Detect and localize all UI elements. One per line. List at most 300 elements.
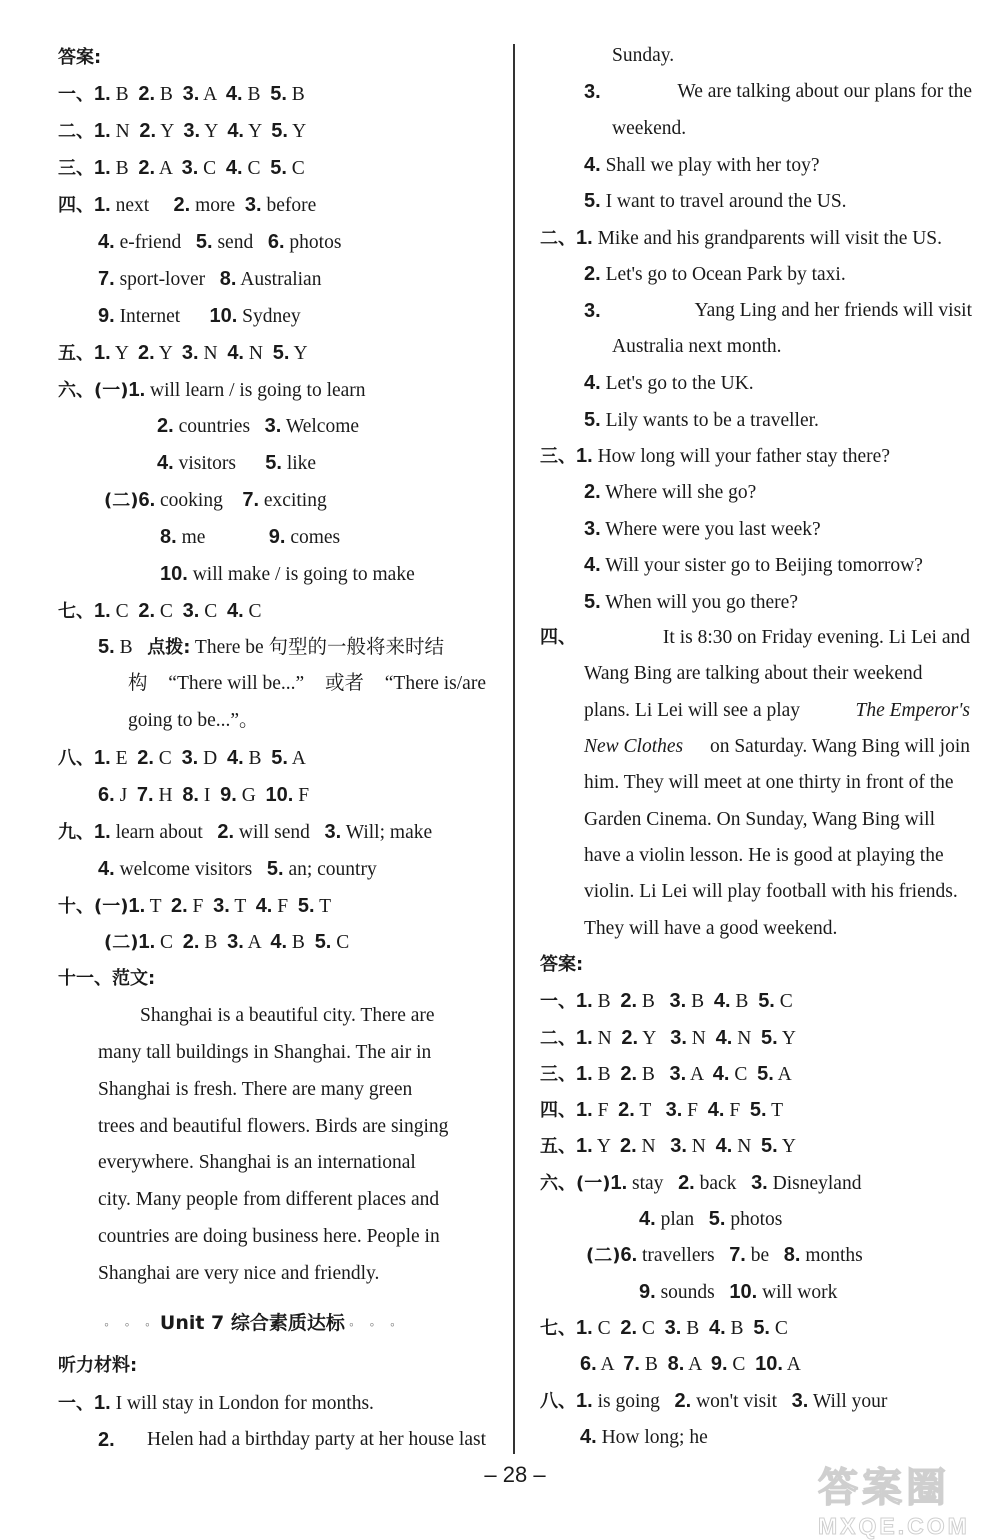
item-number: 5. [270,157,287,179]
answer-text: C [155,601,183,622]
section-label: 一、 [58,84,94,105]
column-divider [513,44,515,1454]
item-number: 2. [138,83,156,105]
answer-line [639,1280,837,1305]
item-number: 1. [94,157,111,179]
answer-text: Yang Ling and her friends will visit [690,300,972,321]
answer-text: will learn / is going to learn [145,380,366,401]
section-label: 答案: [540,954,584,975]
answer-text: How long will your father stay there? [592,446,890,467]
answer-text: Y [156,121,184,142]
answer-text: I will stay in London for months. [110,1393,374,1414]
answer-line [98,1041,486,1065]
item-number: 3. [181,747,199,769]
answer-text: going to be...”。 [128,710,259,731]
answer-text: B [730,991,759,1012]
answer-text: C [637,1318,665,1339]
answer-line [58,820,432,845]
item-number: 2. [620,1063,638,1085]
answer-line [98,1151,486,1175]
answer-text: B [639,1354,668,1375]
section-label: 八、 [58,748,94,769]
answer-text: Let's go to the UK. [600,373,754,394]
answer-text: C [331,932,350,953]
item-number: 2. [584,481,601,503]
item-number: 1. [94,747,111,769]
item-number: 3. [244,194,262,216]
answer-line [98,1188,486,1212]
answer-line [128,709,259,733]
unit-heading [104,1308,401,1335]
answer-line [540,1389,887,1414]
item-number: 6. [98,784,115,806]
answer-line [584,735,970,759]
answer-text: travellers [637,1245,730,1266]
item-number: 5. [584,591,601,613]
answer-text: B [637,991,670,1012]
answer-text: Y [110,343,138,364]
item-number: 6. [580,1353,597,1375]
section-label: 四、 [540,627,576,648]
answer-line [584,299,972,323]
answer-text: C [198,158,226,179]
answer-text: F [682,1100,708,1121]
item-number: 9. [98,305,115,327]
item-number: 1. [94,821,111,843]
answer-line [584,189,847,214]
item-number: 8. [219,268,237,290]
answer-text: A [243,932,271,953]
answer-text: Garden Cinema. On Sunday, Wang Bing will [584,809,936,830]
answer-line [58,46,101,70]
item-number: 5. [270,83,287,105]
answer-line [128,672,486,696]
watermark-logo [818,1456,986,1539]
answer-line [104,930,349,955]
answer-text: B [592,1064,621,1085]
item-number: 9. [710,1353,728,1375]
item-number: 5. [271,120,288,142]
item-number: 4. [584,554,601,576]
answer-text: A [199,84,226,105]
answer-line [58,746,306,771]
item-number: 4. [226,600,244,622]
item-number: 2. [138,600,156,622]
item-number: 4. [708,1317,726,1339]
answer-text: won't visit [691,1391,792,1412]
answer-line [584,408,819,433]
answer-line [98,267,321,292]
item-number: 3. [584,300,601,322]
item-number: 5. [753,1317,770,1339]
answer-text: Where will she go? [600,482,757,503]
answer-text: everywhere. Shanghai is an international [98,1152,416,1173]
answer-text: Will your [808,1391,888,1412]
answer-text: C [770,1318,788,1339]
answer-text: learn about [110,822,218,843]
section-label: 九、 [58,822,94,843]
answer-line [584,844,970,868]
answer-text: Shanghai is a beautiful city. There are [140,1005,435,1026]
answer-text: C [242,158,271,179]
answer-text: A [773,1064,792,1085]
answer-line [98,1428,486,1452]
answer-text: A [596,1354,624,1375]
answer-text: cooking [155,490,243,511]
answer-text: photos [284,232,342,253]
item-number: 2. [98,1429,115,1451]
answer-text: A [686,1064,713,1085]
item-number: 5. [297,895,315,917]
item-number: 7. [729,1244,746,1266]
item-number: 5. [265,452,282,474]
answer-text: The Emperor's [855,700,970,721]
answer-text: me [176,527,269,548]
item-number: 8. [667,1353,685,1375]
answer-line [140,1004,486,1028]
answer-text: N [732,1136,762,1157]
section-label: 五、 [540,1136,576,1157]
item-number: 1. [94,600,111,622]
answer-line [540,1134,796,1159]
answer-line [58,599,262,624]
answer-text: B [110,84,139,105]
item-number: 3. [183,120,201,142]
item-number: 3. [181,157,199,179]
answer-text: plan [655,1209,709,1230]
answer-text: city. Many people from different places and [98,1189,440,1210]
answer-line [540,444,890,469]
answer-line [98,230,341,255]
section-label: 六、 [58,380,94,401]
answer-text: C [243,601,262,622]
item-number: 1. [610,1172,628,1194]
item-number: 4. [225,157,243,179]
item-number: 2. [170,895,188,917]
answer-line [584,262,846,287]
item-number: 10. [209,305,238,327]
item-number: 2. [584,263,601,285]
answer-line [98,783,309,808]
answer-line [58,156,305,181]
answer-text: New Clothes [584,736,684,757]
item-number: 2. [620,990,638,1012]
answer-text: T [634,1100,666,1121]
answer-text: 构 [128,673,148,694]
answer-text: Shanghai is fresh. There are many green [98,1079,413,1100]
item-number: 1. [576,445,593,467]
answer-line [584,517,821,542]
answer-text: like [281,453,317,474]
item-number: 1. [576,1027,593,1049]
answer-line [160,562,415,587]
answer-text: Where were you last week? [600,519,821,540]
answer-line [540,989,793,1014]
answer-text: J [114,785,137,806]
item-number: 2. [137,747,154,769]
item-number: 1. [128,895,146,917]
item-number: 5. [761,1135,778,1157]
answer-line [584,371,754,396]
answer-line [58,341,308,366]
answer-text: C [286,158,305,179]
item-number: 2. [182,931,200,953]
answer-text: C [727,1354,756,1375]
item-number: 4. [707,1099,725,1121]
answer-text: B [155,84,183,105]
item-number: 5. [584,409,601,431]
answer-text: B [114,637,148,658]
answer-line [584,480,756,505]
item-number: 4. [227,120,244,142]
answer-text: weekend. [612,118,687,139]
item-number: 2. [137,342,155,364]
item-number: 1. [576,1099,593,1121]
item-number: 3. [665,1099,683,1121]
item-number: 10. [755,1353,783,1375]
item-number: 3. [584,81,601,103]
item-number: 4. [715,1027,733,1049]
section-label: 三、 [540,446,576,467]
answer-text: N [686,1136,716,1157]
watermark-url-text: MXQE.COM [818,1513,970,1539]
item-number: 3. [324,821,342,843]
answer-text: will make / is going to make [187,564,415,585]
item-number: 3. [264,415,282,437]
item-number: 2. [674,1390,692,1412]
answer-line [540,953,583,977]
answer-text: Shall we play with her toy? [600,155,820,176]
answer-line [612,117,686,141]
answer-text: T [145,896,171,917]
page-number: – 28 – [484,1462,546,1487]
answer-text: have a violin lesson. He is good at playing the [584,845,944,866]
item-number: 3. [182,83,200,105]
item-number: 5. [266,858,284,880]
section-label: (二) [104,490,139,511]
answer-text: B [686,991,714,1012]
item-number: 3. [670,1135,687,1157]
answer-line [157,451,316,476]
answer-line [98,304,301,329]
section-label: 一、 [540,991,576,1012]
answer-text: Y [289,343,308,364]
item-number: 5. [708,1208,726,1230]
answer-text: How long; he [596,1427,708,1448]
item-number: 3. [791,1390,809,1412]
answer-text: Internet [114,306,210,327]
answer-text: Y [592,1136,620,1157]
answer-text: It is 8:30 on Friday evening. Li Lei and [662,627,970,648]
item-number: 2. [157,415,174,437]
item-number: 5. [195,231,213,253]
item-number: 1. [94,1392,111,1414]
section-label: 二、 [540,228,576,249]
answer-text: countries are doing business here. People in [98,1226,440,1247]
section-label: 七、 [540,1318,576,1339]
answer-line [540,1062,792,1087]
answer-line [584,699,970,723]
item-number: 4. [584,372,601,394]
answer-text: Australian [236,269,322,290]
section-label: 四、 [58,195,94,216]
answer-text: There be 句型的一般将来时结 [190,637,445,658]
item-number: 10. [729,1281,758,1303]
answer-text: will send [234,822,325,843]
answer-text: B [199,932,228,953]
section-label: (一) [94,380,129,401]
item-number: 8. [783,1244,801,1266]
section-label: 一、 [58,1393,94,1414]
item-number: 5. [271,747,288,769]
answer-line [160,525,340,550]
answer-line [586,1243,863,1268]
answer-line [580,1352,801,1377]
answer-text: I [199,785,221,806]
answer-line [584,771,970,795]
watermark-top-text: 答案圈 [818,1465,950,1511]
answer-text: N [732,1028,762,1049]
answer-text: countries [173,416,265,437]
answer-text: Y [154,343,182,364]
item-number: 2. [620,1317,638,1339]
answer-line [540,626,970,650]
answer-line [584,662,970,686]
answer-text: trees and beautiful flowers. Birds are singing [98,1116,449,1137]
answer-text: will work [757,1282,838,1303]
answer-line [584,917,837,941]
answer-line [98,1225,486,1249]
answer-text: C [153,748,182,769]
item-number: 8. [160,526,177,548]
item-number: 3. [669,1063,687,1085]
item-number: 4. [225,83,243,105]
answer-text: N [592,1028,622,1049]
answer-text: Will your sister go to Beijing tomorrow? [600,555,923,576]
answer-line [584,553,923,578]
answer-text: B [287,932,315,953]
item-number: 3. [664,1317,682,1339]
answer-text: “There is/are [384,673,486,694]
answer-text: F [724,1100,750,1121]
item-number: 3. [751,1172,768,1194]
answer-line [584,590,798,615]
answer-text: Y [638,1028,671,1049]
section-label: (一) [576,1173,611,1194]
answer-text: T [229,896,256,917]
answer-line [104,488,327,513]
answer-line [540,1316,788,1341]
answer-text: F [272,896,298,917]
answer-text: an; country [283,859,377,880]
section-label: 范文: [112,968,156,989]
section-label: 八、 [540,1391,576,1412]
answer-text: B [110,158,139,179]
item-number: 1. [94,342,111,364]
item-number: 5. [98,636,115,658]
item-number: 1. [138,931,156,953]
section-label: 四、 [540,1100,576,1121]
item-number: 8. [182,784,199,806]
answer-text: violin. Li Lei will play football with his friends. [584,881,958,902]
item-number: 1. [576,1135,593,1157]
item-number: 5. [758,990,775,1012]
section-label: (二) [586,1245,621,1266]
answer-line [58,82,305,107]
answer-text: Will; make [341,822,433,843]
answer-text: sport-lover [114,269,220,290]
item-number: 6. [138,489,156,511]
answer-text: comes [285,527,341,548]
answer-text: next [110,195,174,216]
answer-text: N [686,1028,716,1049]
answer-text: We are talking about our plans for the [672,81,972,102]
item-number: 10. [265,784,294,806]
answer-line [584,880,970,904]
item-number: 3. [669,990,687,1012]
answer-text: B [637,1064,670,1085]
item-number: 3. [181,342,199,364]
answer-text: Lily wants to be a traveller. [600,410,819,431]
answer-text: I want to travel around the US. [600,191,847,212]
item-number: 4. [227,342,244,364]
item-number: 1. [576,1063,593,1085]
answer-text: stay [627,1173,679,1194]
answer-line [58,193,316,218]
answer-text: him. They will meet at one thirty in front of the [584,772,954,793]
answer-text: photos [725,1209,783,1230]
answer-text: D [198,748,227,769]
answer-text: F [293,785,310,806]
item-number: 6. [267,231,285,253]
section-label: 五、 [58,343,94,364]
answer-text: Y [777,1136,796,1157]
item-number: 2. [618,1099,635,1121]
answer-text: N [198,343,228,364]
answer-text: e-friend [114,232,196,253]
answer-text: welcome visitors [114,859,267,880]
answer-text: C [592,1318,621,1339]
answer-line [580,1425,708,1450]
answer-text: C [729,1064,758,1085]
item-number: 7. [623,1353,640,1375]
item-number: 9. [639,1281,656,1303]
section-label: (一) [94,896,129,917]
item-number: 4. [715,1135,733,1157]
answer-text: back [694,1173,752,1194]
item-number: 1. [576,1317,593,1339]
item-number: 4. [584,154,601,176]
answer-text: Y [777,1028,796,1049]
answer-text: B [681,1318,709,1339]
answer-line [540,1098,783,1123]
answer-text: B [286,84,305,105]
answer-text: Y [287,121,307,142]
answer-text: Sydney [237,306,301,327]
answer-line [58,894,331,919]
answer-text: 或者 [324,673,364,694]
answer-text: A [684,1354,711,1375]
item-number: 1. [576,1390,593,1412]
answer-text: B [243,748,272,769]
answer-text: Welcome [281,416,360,437]
item-number: 1. [94,120,111,142]
answer-text: “There will be...” [168,673,305,694]
item-number: 2. [139,120,157,142]
item-number: 4. [639,1208,656,1230]
answer-text: Helen had a birthday party at her house last [142,1429,486,1450]
answer-line [98,635,444,660]
